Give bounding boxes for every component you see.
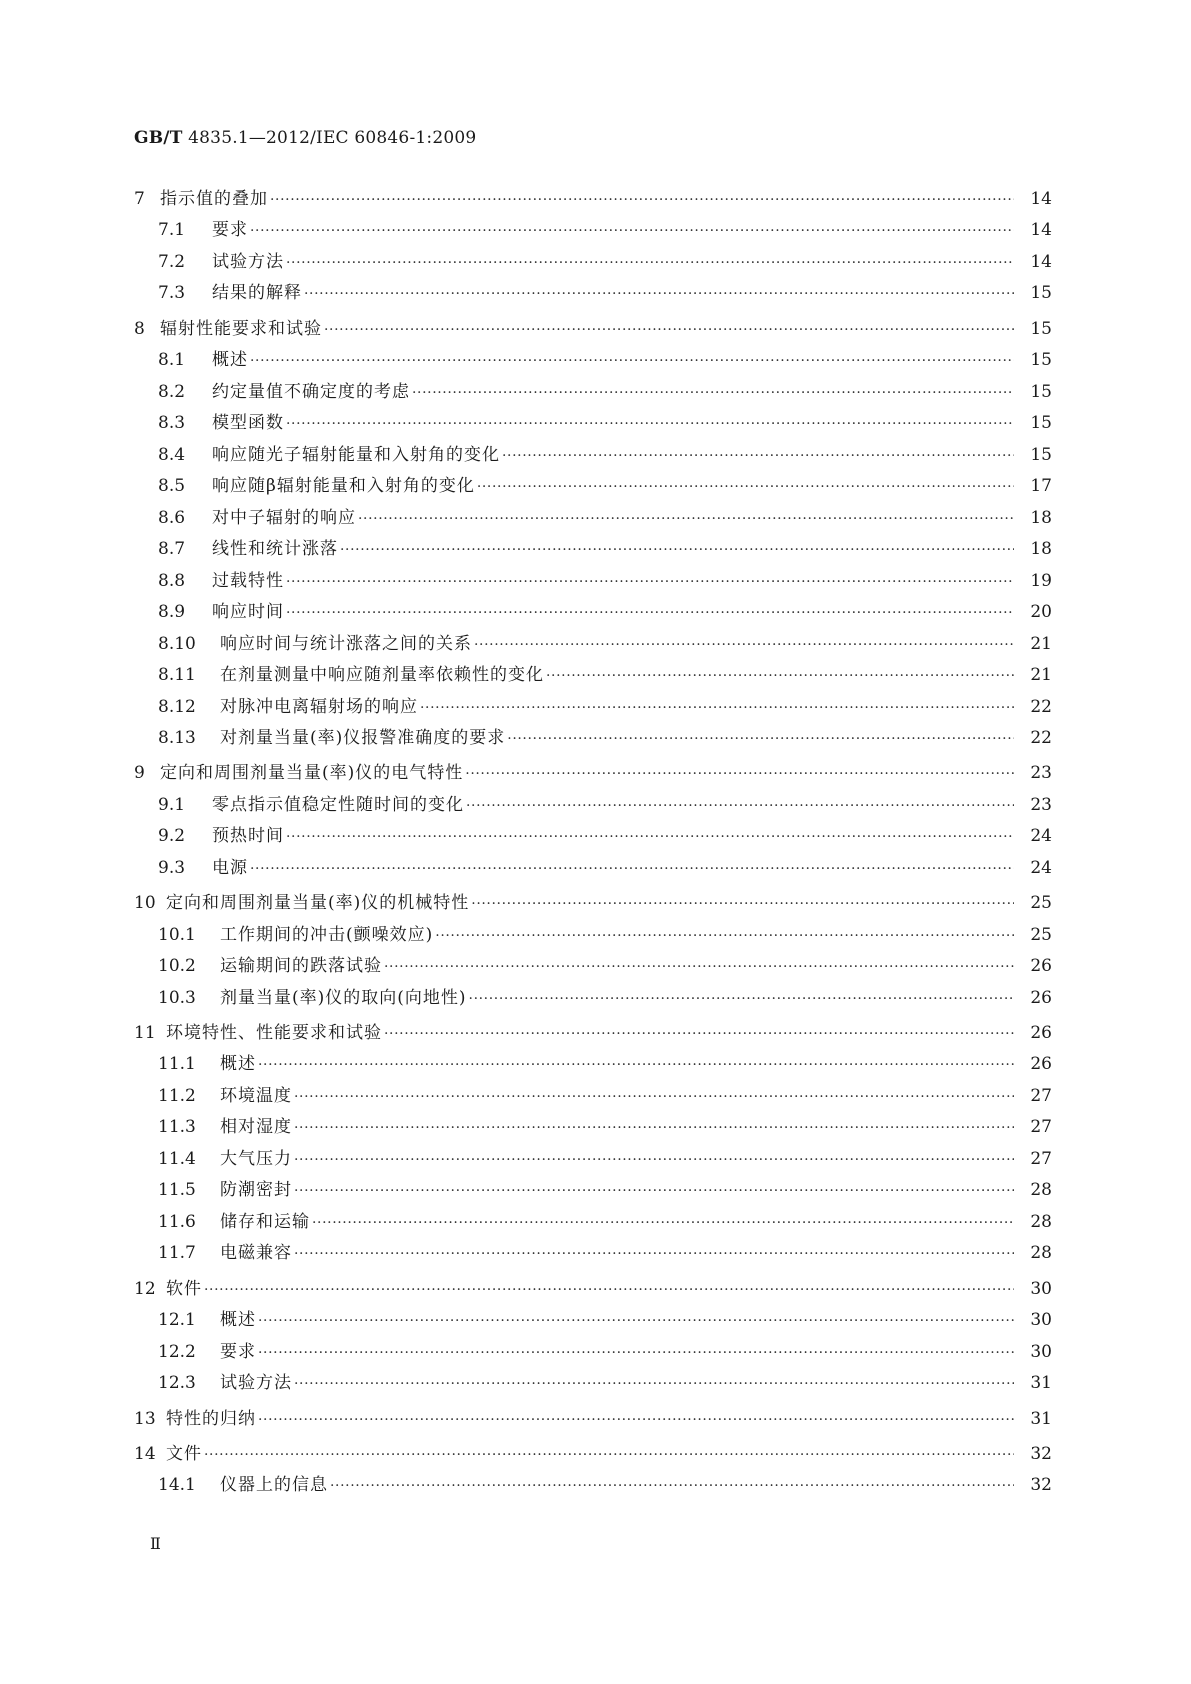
toc-chapter-entry[interactable] <box>134 1274 1052 1306</box>
toc-leader-dots <box>324 315 1014 347</box>
toc-section-entry[interactable] <box>134 597 1052 629</box>
toc-entry-title: 电源 <box>212 857 248 878</box>
toc-entry-number: 8.5 <box>158 476 186 497</box>
toc-leader-dots <box>304 279 1014 311</box>
standard-prefix: GB/T <box>134 128 183 148</box>
table-of-contents <box>134 180 1052 1502</box>
toc-entry-number: 8.3 <box>158 413 186 434</box>
toc-leader-dots <box>204 1275 1014 1307</box>
toc-leader-dots <box>294 1145 1014 1177</box>
toc-section-entry[interactable] <box>134 853 1052 885</box>
toc-section-entry[interactable] <box>134 1238 1052 1270</box>
toc-entry-number: 8.4 <box>158 444 186 465</box>
toc-section-entry[interactable] <box>134 983 1052 1015</box>
toc-leader-dots <box>330 1471 1014 1503</box>
toc-entry-title: 响应随光子辐射能量和入射角的变化 <box>212 444 500 465</box>
toc-entry-number: 11.7 <box>158 1243 196 1264</box>
toc-entry-title: 模型函数 <box>212 413 284 434</box>
toc-entry-title: 剂量当量(率)仪的取向(向地性) <box>220 987 467 1008</box>
toc-entry-title: 在剂量测量中响应随剂量率依赖性的变化 <box>220 665 544 686</box>
toc-section-entry[interactable] <box>134 692 1052 724</box>
toc-entry-number: 11.4 <box>158 1148 196 1169</box>
toc-entry-title: 指示值的叠加 <box>160 188 268 209</box>
toc-chapter-entry[interactable] <box>134 1439 1052 1471</box>
toc-entry-number: 7 <box>134 188 145 209</box>
toc-entry-page: 14 <box>1030 220 1052 241</box>
toc-entry-page: 15 <box>1030 444 1052 465</box>
toc-entry-number: 8.11 <box>158 665 196 686</box>
toc-entry-title: 工作期间的冲击(颤噪效应) <box>220 924 434 945</box>
toc-leader-dots <box>294 1369 1014 1401</box>
toc-entry-page: 15 <box>1030 350 1052 371</box>
toc-leader-dots <box>546 661 1014 693</box>
toc-entry-page: 18 <box>1030 539 1052 560</box>
toc-entry-page: 14 <box>1030 188 1052 209</box>
toc-section-entry[interactable] <box>134 660 1052 692</box>
toc-entry-page: 31 <box>1030 1373 1052 1394</box>
toc-section-entry[interactable] <box>134 1049 1052 1081</box>
toc-entry-page: 15 <box>1030 413 1052 434</box>
toc-leader-dots <box>474 630 1014 662</box>
toc-entry-title: 零点指示值稳定性随时间的变化 <box>212 794 464 815</box>
toc-entry-title: 概述 <box>220 1310 256 1331</box>
toc-entry-number: 13 <box>134 1408 156 1429</box>
toc-section-entry[interactable] <box>134 1368 1052 1400</box>
toc-entry-page: 28 <box>1030 1180 1052 1201</box>
toc-chapter-entry[interactable] <box>134 888 1052 920</box>
toc-leader-dots <box>384 1019 1014 1051</box>
toc-section-entry[interactable] <box>134 1175 1052 1207</box>
toc-chapter-entry[interactable] <box>134 1018 1052 1050</box>
toc-section-entry[interactable] <box>134 247 1052 279</box>
toc-section-entry[interactable] <box>134 1470 1052 1502</box>
toc-entry-title: 试验方法 <box>220 1373 292 1394</box>
toc-entry-number: 10.3 <box>158 987 196 1008</box>
toc-entry-title: 定向和周围剂量当量(率)仪的电气特性 <box>160 763 464 784</box>
toc-entry-number: 9.1 <box>158 794 186 815</box>
toc-leader-dots <box>250 216 1014 248</box>
toc-entry-number: 11.6 <box>158 1211 196 1232</box>
toc-entry-title: 响应时间 <box>212 602 284 623</box>
toc-entry-title: 试验方法 <box>212 251 284 272</box>
toc-leader-dots <box>250 346 1014 378</box>
standard-number: 4835.1—2012/IEC 60846-1:2009 <box>182 128 477 148</box>
toc-entry-title: 结果的解释 <box>212 283 302 304</box>
toc-leader-dots <box>294 1082 1014 1114</box>
toc-entry-page: 30 <box>1030 1278 1052 1299</box>
toc-chapter-entry[interactable] <box>134 1404 1052 1436</box>
toc-leader-dots <box>502 441 1014 473</box>
toc-entry-number: 8.9 <box>158 602 186 623</box>
toc-entry-page: 18 <box>1030 507 1052 528</box>
toc-entry-page: 32 <box>1030 1475 1052 1496</box>
toc-entry-title: 储存和运输 <box>220 1211 310 1232</box>
toc-leader-dots <box>286 598 1014 630</box>
toc-entry-page: 28 <box>1030 1211 1052 1232</box>
toc-entry-number: 8.10 <box>158 633 196 654</box>
toc-entry-page: 14 <box>1030 251 1052 272</box>
toc-leader-dots <box>258 1405 1014 1437</box>
toc-entry-title: 电磁兼容 <box>220 1243 292 1264</box>
toc-entry-number: 11 <box>134 1022 156 1043</box>
toc-leader-dots <box>258 1338 1014 1370</box>
toc-leader-dots <box>258 1050 1014 1082</box>
toc-entry-page: 26 <box>1030 987 1052 1008</box>
toc-entry-title: 对剂量当量(率)仪报警准确度的要求 <box>220 728 506 749</box>
toc-chapter-entry[interactable] <box>134 314 1052 346</box>
toc-entry-number: 8.7 <box>158 539 186 560</box>
toc-entry-title: 对脉冲电离辐射场的响应 <box>220 696 418 717</box>
toc-leader-dots <box>507 724 1014 756</box>
toc-chapter-entry[interactable] <box>134 758 1052 790</box>
toc-entry-number: 11.3 <box>158 1117 196 1138</box>
toc-entry-number: 12 <box>134 1278 156 1299</box>
toc-entry-page: 17 <box>1030 476 1052 497</box>
toc-entry-title: 特性的归纳 <box>166 1408 256 1429</box>
toc-entry-title: 环境温度 <box>220 1085 292 1106</box>
toc-entry-page: 27 <box>1030 1085 1052 1106</box>
toc-entry-page: 15 <box>1030 283 1052 304</box>
toc-section-entry[interactable] <box>134 1207 1052 1239</box>
toc-entry-title: 响应时间与统计涨落之间的关系 <box>220 633 472 654</box>
toc-entry-page: 22 <box>1030 696 1052 717</box>
toc-entry-title: 软件 <box>166 1278 202 1299</box>
toc-entry-number: 10 <box>134 893 156 914</box>
toc-entry-page: 25 <box>1030 893 1052 914</box>
toc-entry-title: 相对湿度 <box>220 1117 292 1138</box>
toc-entry-number: 9.3 <box>158 857 186 878</box>
toc-entry-number: 10.2 <box>158 956 196 977</box>
toc-entry-title: 运输期间的跌落试验 <box>220 956 382 977</box>
toc-entry-page: 31 <box>1030 1408 1052 1429</box>
toc-entry-title: 预热时间 <box>212 826 284 847</box>
toc-entry-title: 大气压力 <box>220 1148 292 1169</box>
toc-leader-dots <box>286 248 1014 280</box>
toc-entry-title: 定向和周围剂量当量(率)仪的机械特性 <box>166 893 470 914</box>
toc-leader-dots <box>465 759 1014 791</box>
toc-entry-title: 文件 <box>166 1443 202 1464</box>
toc-entry-number: 8.1 <box>158 350 186 371</box>
toc-entry-title: 仪器上的信息 <box>220 1475 328 1496</box>
toc-entry-number: 7.2 <box>158 251 186 272</box>
toc-section-entry[interactable] <box>134 408 1052 440</box>
toc-entry-title: 要求 <box>212 220 248 241</box>
toc-entry-title: 对中子辐射的响应 <box>212 507 356 528</box>
toc-section-entry[interactable] <box>134 345 1052 377</box>
toc-entry-number: 14.1 <box>158 1475 196 1496</box>
toc-section-entry[interactable] <box>134 440 1052 472</box>
toc-entry-page: 23 <box>1030 794 1052 815</box>
toc-leader-dots <box>312 1208 1014 1240</box>
toc-leader-dots <box>435 921 1014 953</box>
toc-entry-number: 14 <box>134 1443 156 1464</box>
toc-entry-page: 15 <box>1030 318 1052 339</box>
toc-section-entry[interactable] <box>134 534 1052 566</box>
toc-entry-page: 15 <box>1030 381 1052 402</box>
toc-entry-number: 8.13 <box>158 728 196 749</box>
toc-section-entry[interactable] <box>134 951 1052 983</box>
toc-entry-page: 30 <box>1030 1341 1052 1362</box>
toc-section-entry[interactable] <box>134 1305 1052 1337</box>
toc-entry-number: 7.3 <box>158 283 186 304</box>
toc-leader-dots <box>477 472 1014 504</box>
toc-entry-number: 8.8 <box>158 570 186 591</box>
toc-section-entry[interactable] <box>134 1112 1052 1144</box>
toc-section-entry[interactable] <box>134 1144 1052 1176</box>
toc-entry-number: 9.2 <box>158 826 186 847</box>
toc-entry-page: 32 <box>1030 1443 1052 1464</box>
toc-entry-title: 要求 <box>220 1341 256 1362</box>
toc-entry-number: 8.12 <box>158 696 196 717</box>
toc-entry-title: 概述 <box>212 350 248 371</box>
page-number: Ⅱ <box>150 1534 161 1553</box>
toc-entry-title: 环境特性、性能要求和试验 <box>166 1022 382 1043</box>
toc-section-entry[interactable] <box>134 920 1052 952</box>
toc-leader-dots <box>294 1239 1014 1271</box>
toc-leader-dots <box>469 984 1014 1016</box>
toc-leader-dots <box>420 693 1014 725</box>
toc-entry-page: 22 <box>1030 728 1052 749</box>
toc-leader-dots <box>286 567 1014 599</box>
toc-entry-number: 7.1 <box>158 220 186 241</box>
toc-leader-dots <box>384 952 1014 984</box>
toc-entry-title: 概述 <box>220 1054 256 1075</box>
toc-entry-title: 防潮密封 <box>220 1180 292 1201</box>
toc-entry-number: 8.2 <box>158 381 186 402</box>
toc-leader-dots <box>466 791 1014 823</box>
toc-entry-page: 21 <box>1030 633 1052 654</box>
toc-entry-page: 27 <box>1030 1148 1052 1169</box>
toc-entry-number: 12.3 <box>158 1373 196 1394</box>
toc-entry-number: 10.1 <box>158 924 196 945</box>
toc-entry-number: 8.6 <box>158 507 186 528</box>
toc-entry-page: 26 <box>1030 956 1052 977</box>
toc-leader-dots <box>250 854 1014 886</box>
toc-entry-page: 30 <box>1030 1310 1052 1331</box>
toc-entry-page: 19 <box>1030 570 1052 591</box>
toc-section-entry[interactable] <box>134 503 1052 535</box>
toc-entry-title: 约定量值不确定度的考虑 <box>212 381 410 402</box>
toc-leader-dots <box>286 409 1014 441</box>
toc-section-entry[interactable] <box>134 471 1052 503</box>
toc-entry-number: 11.1 <box>158 1054 196 1075</box>
toc-leader-dots <box>286 822 1014 854</box>
toc-section-entry[interactable] <box>134 377 1052 409</box>
toc-entry-page: 24 <box>1030 857 1052 878</box>
toc-entry-number: 11.2 <box>158 1085 196 1106</box>
toc-section-entry[interactable] <box>134 821 1052 853</box>
toc-entry-number: 12.2 <box>158 1341 196 1362</box>
standard-header <box>134 128 476 148</box>
toc-leader-dots <box>294 1113 1014 1145</box>
toc-entry-number: 8 <box>134 318 145 339</box>
toc-section-entry[interactable] <box>134 278 1052 310</box>
toc-leader-dots <box>471 889 1014 921</box>
toc-entry-page: 28 <box>1030 1243 1052 1264</box>
toc-leader-dots <box>340 535 1014 567</box>
toc-entry-page: 26 <box>1030 1022 1052 1043</box>
toc-leader-dots <box>270 185 1014 217</box>
toc-entry-title: 响应随β辐射能量和入射角的变化 <box>212 476 475 497</box>
toc-leader-dots <box>294 1176 1014 1208</box>
toc-leader-dots <box>412 378 1014 410</box>
toc-entry-page: 21 <box>1030 665 1052 686</box>
toc-section-entry[interactable] <box>134 1337 1052 1369</box>
toc-entry-page: 23 <box>1030 763 1052 784</box>
toc-section-entry[interactable] <box>134 629 1052 661</box>
toc-section-entry[interactable] <box>134 566 1052 598</box>
toc-entry-number: 12.1 <box>158 1310 196 1331</box>
toc-entry-page: 20 <box>1030 602 1052 623</box>
toc-entry-page: 24 <box>1030 826 1052 847</box>
toc-entry-title: 过载特性 <box>212 570 284 591</box>
toc-entry-page: 26 <box>1030 1054 1052 1075</box>
toc-entry-title: 辐射性能要求和试验 <box>160 318 322 339</box>
toc-entry-number: 11.5 <box>158 1180 196 1201</box>
toc-leader-dots <box>258 1306 1014 1338</box>
toc-entry-number: 9 <box>134 763 145 784</box>
toc-section-entry[interactable] <box>134 1081 1052 1113</box>
toc-section-entry[interactable] <box>134 215 1052 247</box>
toc-section-entry[interactable] <box>134 790 1052 822</box>
toc-entry-page: 25 <box>1030 924 1052 945</box>
toc-entry-page: 27 <box>1030 1117 1052 1138</box>
toc-entry-title: 线性和统计涨落 <box>212 539 338 560</box>
toc-section-entry[interactable] <box>134 723 1052 755</box>
toc-leader-dots <box>358 504 1014 536</box>
toc-leader-dots <box>204 1440 1014 1472</box>
toc-chapter-entry[interactable] <box>134 184 1052 216</box>
